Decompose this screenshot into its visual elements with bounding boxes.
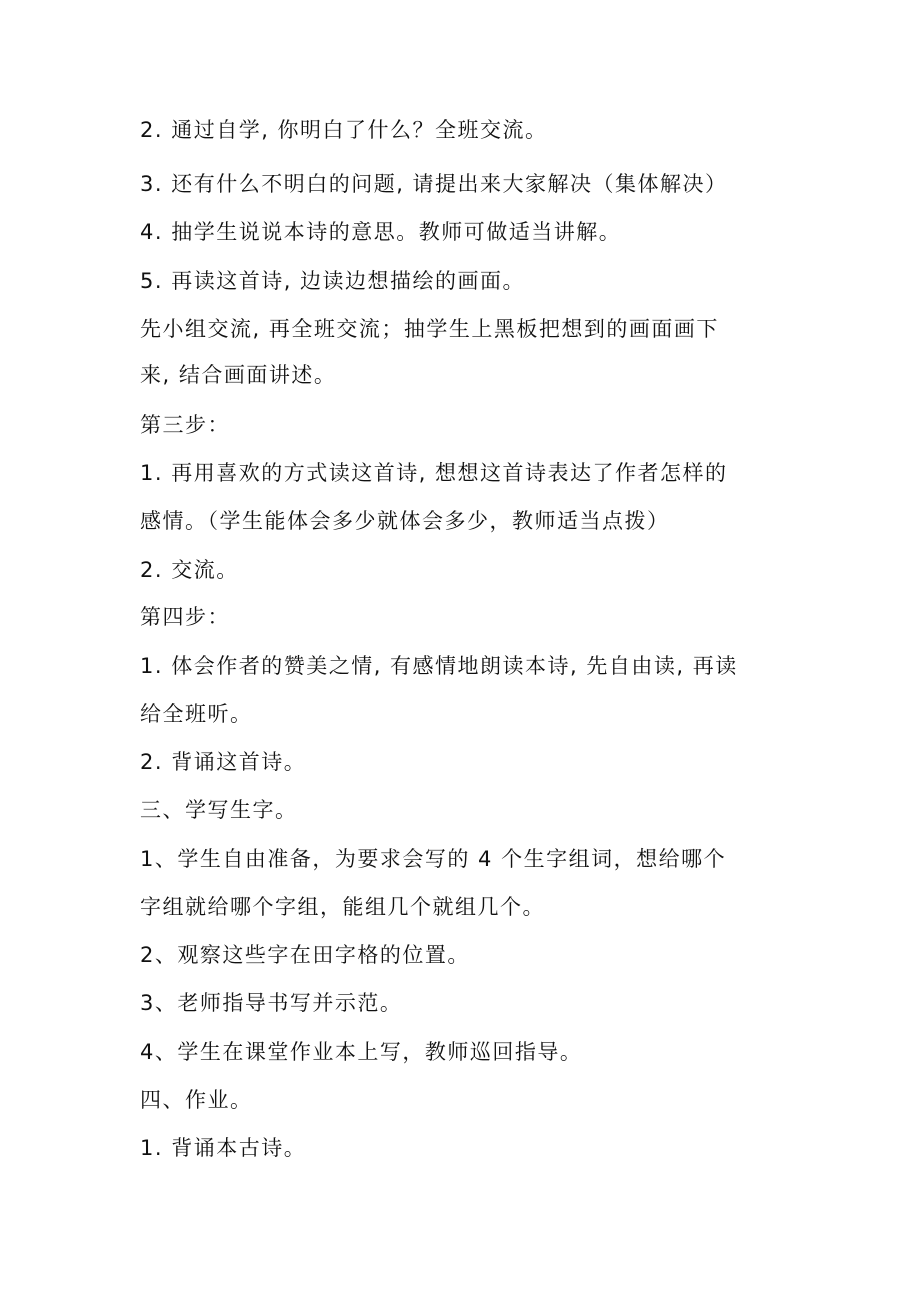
text-line: 给全班听。 xyxy=(140,702,253,726)
text-line: 3、老师指导书写并示范。 xyxy=(140,991,403,1015)
text-line: 1. 再用喜欢的方式读这首诗, 想想这首诗表达了作者怎样的 xyxy=(140,461,728,485)
text-line: 4、学生在课堂作业本上写，教师巡回指导。 xyxy=(140,1040,583,1064)
section-heading: 四、作业。 xyxy=(140,1088,253,1112)
text-line: 5. 再读这首诗, 边读边想描绘的画面。 xyxy=(140,269,526,293)
text-line: 1. 背诵本古诗。 xyxy=(140,1136,307,1160)
text-line: 4. 抽学生说说本诗的意思。教师可做适当讲解。 xyxy=(140,220,622,244)
text-line: 字组就给哪个字组，能组几个就组几个。 xyxy=(140,895,545,919)
text-line: 2. 交流。 xyxy=(140,558,239,582)
section-heading: 第三步： xyxy=(140,413,230,437)
text-line: 感情。（学生能体会多少就体会多少，教师适当点拨） xyxy=(140,509,670,533)
text-line: 先小组交流, 再全班交流；抽学生上黑板把想到的画面画下 xyxy=(140,317,719,341)
text-line: 来, 结合画面讲述。 xyxy=(140,363,337,387)
text-line: 3. 还有什么不明白的问题, 请提出来大家解决（集体解决） xyxy=(140,172,728,196)
section-heading: 三、学写生字。 xyxy=(140,798,298,822)
text-line: 2. 通过自学, 你明白了什么？全班交流。 xyxy=(140,118,548,142)
text-line: 1、学生自由准备，为要求会写的 4 个生字组词，想给哪个 xyxy=(140,847,727,871)
text-line: 1. 体会作者的赞美之情, 有感情地朗读本诗, 先自由读, 再读 xyxy=(140,654,738,678)
section-heading: 第四步： xyxy=(140,605,230,629)
text-line: 2、观察这些字在田字格的位置。 xyxy=(140,943,470,967)
text-line: 2. 背诵这首诗。 xyxy=(140,750,307,774)
